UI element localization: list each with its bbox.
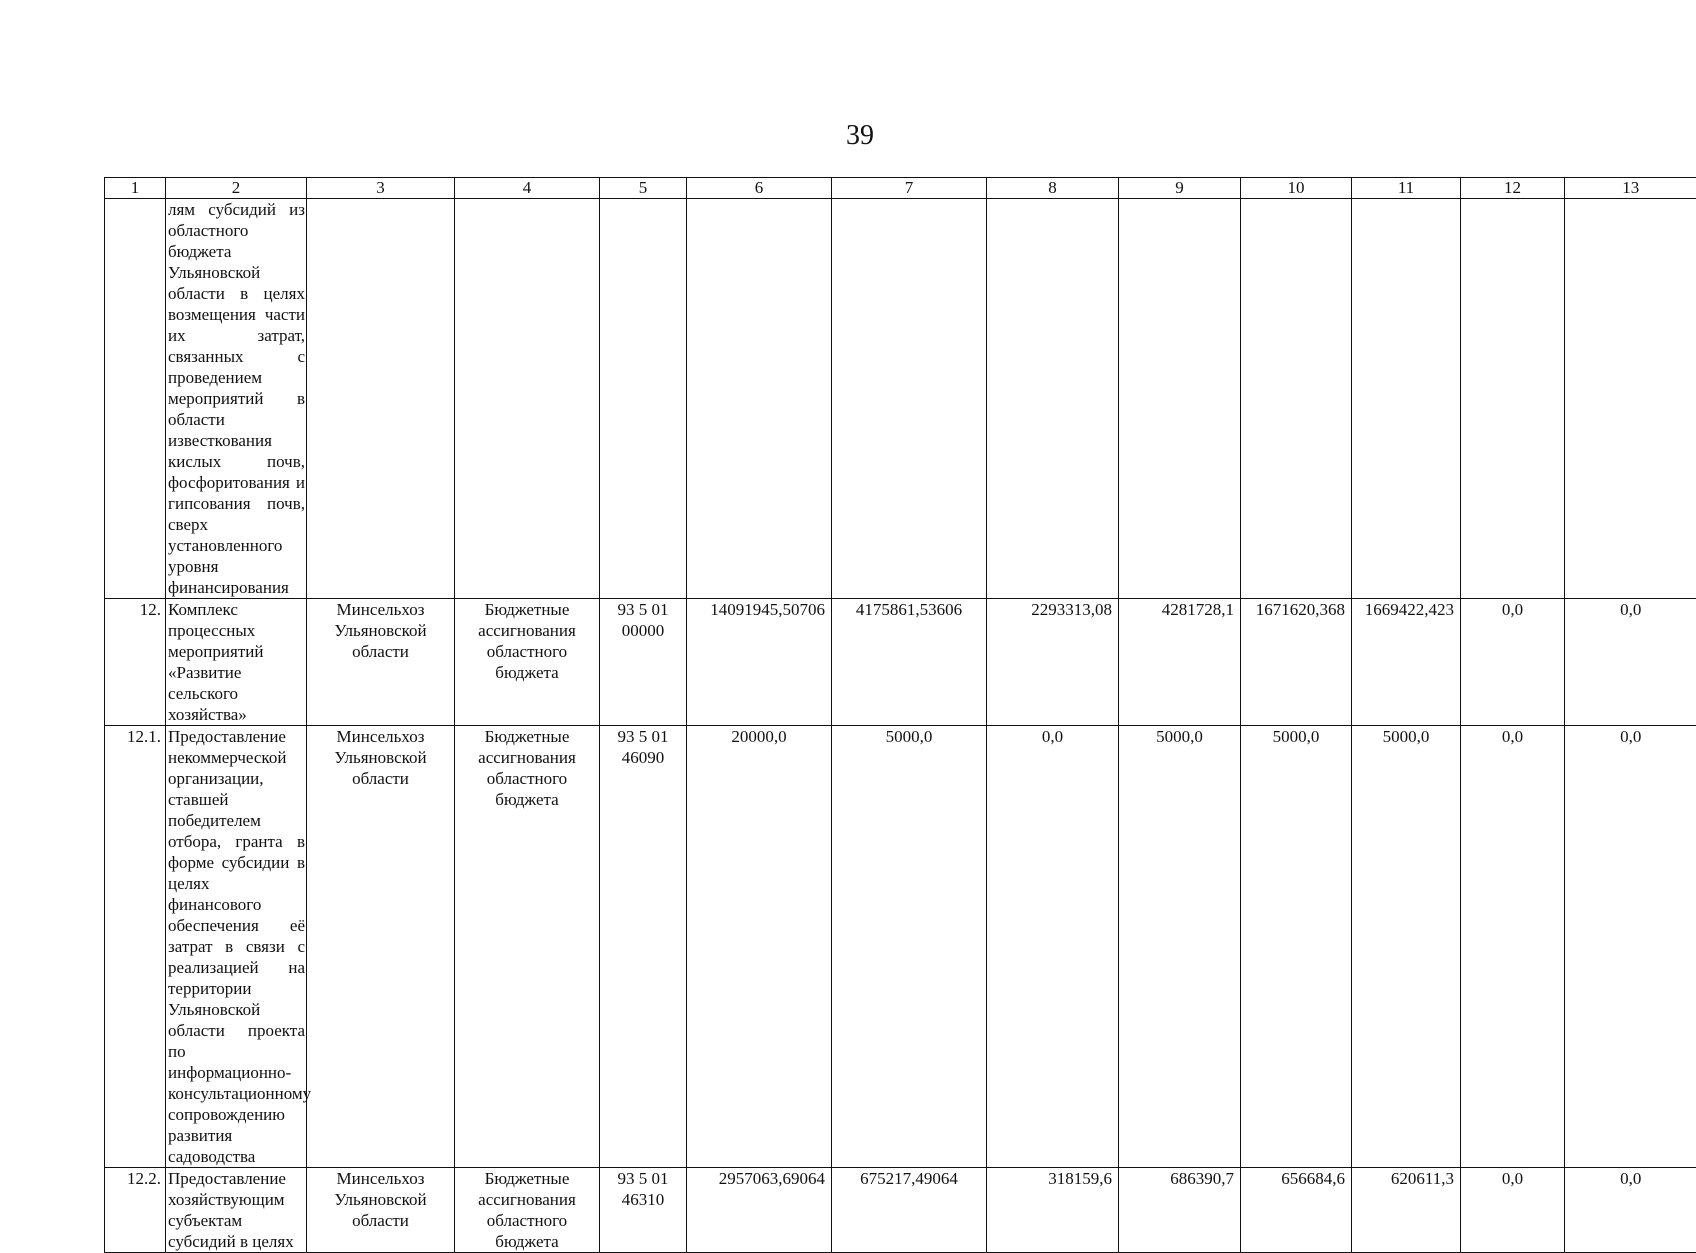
year-amount: [1352, 199, 1461, 599]
year-amount: 656684,6: [1241, 1168, 1352, 1253]
budget-code: [600, 199, 687, 599]
row-number: 12.: [105, 599, 166, 726]
total-amount: 14091945,50706: [687, 599, 832, 726]
table-row: [105, 199, 1696, 599]
year-amount: [1461, 199, 1565, 599]
year-amount: 5000,0: [832, 726, 987, 1168]
executor: Минсельхоз Ульяновской области: [307, 599, 455, 726]
year-amount: 0,0: [1461, 726, 1565, 1168]
budget-code: 93 5 01 00000: [600, 599, 687, 726]
header-cell: 5: [600, 178, 687, 199]
page-number: 39: [820, 120, 900, 152]
year-amount: 2293313,08: [987, 599, 1119, 726]
funding-source: [455, 199, 600, 599]
measure-name: Комплекс процессных мероприятий «Развитие сельского хозяйства»: [166, 599, 307, 726]
header-cell: 9: [1119, 178, 1241, 199]
header-cell: 6: [687, 178, 832, 199]
year-amount: 318159,6: [987, 1168, 1119, 1253]
budget-code: 93 5 01 46090: [600, 726, 687, 1168]
funding-source: Бюджетные ассигнования областного бюджета: [455, 726, 600, 1168]
year-amount: 5000,0: [1241, 726, 1352, 1168]
header-cell: 8: [987, 178, 1119, 199]
column-number-header-row: [105, 178, 1696, 199]
row-number: 12.1.: [105, 726, 166, 1168]
budget-code: 93 5 01 46310: [600, 1168, 687, 1253]
funding-source: Бюджетные ассигнования областного бюджета: [455, 1168, 600, 1253]
year-amount: 0,0: [1461, 1168, 1565, 1253]
header-cell: 7: [832, 178, 987, 199]
header-cell: 10: [1241, 178, 1352, 199]
year-amount: 0,0: [1461, 599, 1565, 726]
year-amount: 4175861,53606: [832, 599, 987, 726]
year-amount: 0,0: [1565, 726, 1696, 1168]
measure-name: Предоставление хозяйствующим субъектам субсидий в целях: [166, 1168, 307, 1253]
total-amount: 2957063,69064: [687, 1168, 832, 1253]
year-amount: [1119, 199, 1241, 599]
measure-name: Предоставление некоммерческой организации, ставшей победителем отбора, гранта в форме субсидии в целях финансового обеспечения её затрат в связи с реализацией на территории Ульяновской области проекта по информационно-консультационному сопровождению развития садоводства: [166, 726, 307, 1168]
year-amount: [1241, 199, 1352, 599]
header-cell: 11: [1352, 178, 1461, 199]
funding-source: Бюджетные ассигнования областного бюджета: [455, 599, 600, 726]
year-amount: 1669422,423: [1352, 599, 1461, 726]
row-number: 12.2.: [105, 1168, 166, 1253]
table-row: [105, 726, 1696, 1168]
executor: Минсельхоз Ульяновской области: [307, 726, 455, 1168]
row-number: [105, 199, 166, 599]
year-amount: 5000,0: [1352, 726, 1461, 1168]
year-amount: 0,0: [1565, 1168, 1696, 1253]
header-cell: 2: [166, 178, 307, 199]
header-cell: 4: [455, 178, 600, 199]
header-cell: 3: [307, 178, 455, 199]
year-amount: 620611,3: [1352, 1168, 1461, 1253]
year-amount: 5000,0: [1119, 726, 1241, 1168]
header-cell: 12: [1461, 178, 1565, 199]
table-row: [105, 599, 1696, 726]
year-amount: 686390,7: [1119, 1168, 1241, 1253]
budget-table: [104, 177, 1696, 1253]
year-amount: [1565, 199, 1696, 599]
measure-name: лям субсидий из областного бюджета Ульяновской области в целях возмещения части их затрат, связанных с проведением мероприятий в области известкования кислых почв, фосфоритования и гипсования почв, сверх установленного уровня финансирования: [166, 199, 307, 599]
total-amount: [687, 199, 832, 599]
year-amount: 0,0: [1565, 599, 1696, 726]
table-row: [105, 1168, 1696, 1253]
year-amount: 4281728,1: [1119, 599, 1241, 726]
total-amount: 20000,0: [687, 726, 832, 1168]
executor: Минсельхоз Ульяновской области: [307, 1168, 455, 1253]
executor: [307, 199, 455, 599]
year-amount: 0,0: [987, 726, 1119, 1168]
year-amount: 675217,49064: [832, 1168, 987, 1253]
year-amount: [832, 199, 987, 599]
year-amount: 1671620,368: [1241, 599, 1352, 726]
header-cell: 1: [105, 178, 166, 199]
header-cell: 13: [1565, 178, 1696, 199]
year-amount: [987, 199, 1119, 599]
